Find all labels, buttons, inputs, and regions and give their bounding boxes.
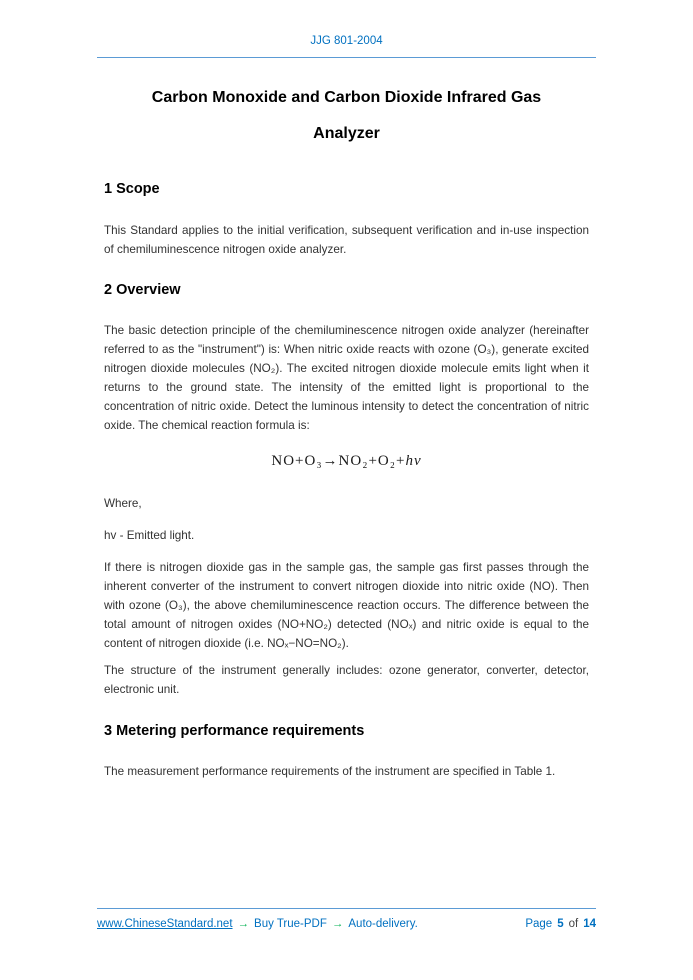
- page-label: Page: [525, 918, 553, 930]
- hv-definition: hv - Emitted light.: [104, 529, 195, 542]
- header-rule: [97, 57, 596, 58]
- doc-number: JJG 801-2004: [310, 35, 383, 47]
- where-label: Where,: [104, 497, 142, 510]
- document-title-line1: Carbon Monoxide and Carbon Dioxide Infrared Gas: [151, 89, 542, 106]
- document-title-line2: Analyzer: [313, 125, 380, 142]
- arrow-icon: →: [237, 918, 250, 930]
- buy-truepdf-label: Buy True-PDF: [254, 918, 327, 930]
- page-footer: [97, 908, 596, 930]
- document-title: [104, 80, 589, 152]
- arrow-icon: →: [331, 918, 344, 930]
- footer-left: [97, 918, 418, 930]
- section-heading-metering: 3 Metering performance requirements: [104, 723, 365, 739]
- auto-delivery-label: Auto-delivery.: [348, 918, 418, 930]
- of-label: of: [568, 918, 579, 930]
- scope-paragraph: This Standard applies to the initial verification, subsequent verification and in-use inspection of chemiluminescence nitrogen oxide analyzer.: [104, 224, 589, 256]
- section-heading-scope: 1 Scope: [104, 181, 160, 197]
- page-content: [104, 80, 589, 781]
- metering-paragraph: The measurement performance requirements of the instrument are specified in Table 1.: [104, 765, 556, 778]
- structure-paragraph: The structure of the instrument generally includes: ozone generator, converter, detector, electronic unit.: [104, 664, 589, 696]
- nitrogen-dioxide-paragraph: If there is nitrogen dioxide gas in the sample gas, the sample gas first passes through the inherent converter of the instrument to convert nitrogen dioxide into nitric oxide (NO). Then with ozone (O₃), the above chemiluminescence reaction occurs. The difference between the total amount of nitrogen oxides (NO+NO₂) detected (NOₓ) and nitric oxide is equal to the content of nitrogen dioxide (i.e. NOₓ−NO=NO₂).: [104, 561, 589, 650]
- formula-light-term: hν: [405, 453, 422, 469]
- formula-expression: NO+O₃→NO₂+O₂+: [271, 453, 406, 469]
- chemical-formula: [104, 451, 589, 471]
- overview-principle-paragraph: The basic detection principle of the chemiluminescence nitrogen oxide analyzer (hereinafter referred to as the "instrument") is: When nitric oxide reacts with ozone (O₃), generate excited nitrogen dioxide molecules (NO₂). The excited nitrogen dioxide molecule emits light when it returns to the ground state. The intensity of the emitted light is proportional to the concentration of nitric oxide. Detect the luminous intensity to detect the concentration of nitric oxide. The chemical reaction formula is:: [104, 324, 589, 432]
- total-pages: 14: [583, 918, 596, 930]
- page-number: 5: [557, 918, 564, 930]
- section-heading-overview: 2 Overview: [104, 282, 181, 298]
- page-indicator: [525, 918, 596, 930]
- site-link[interactable]: www.ChineseStandard.net: [97, 918, 233, 930]
